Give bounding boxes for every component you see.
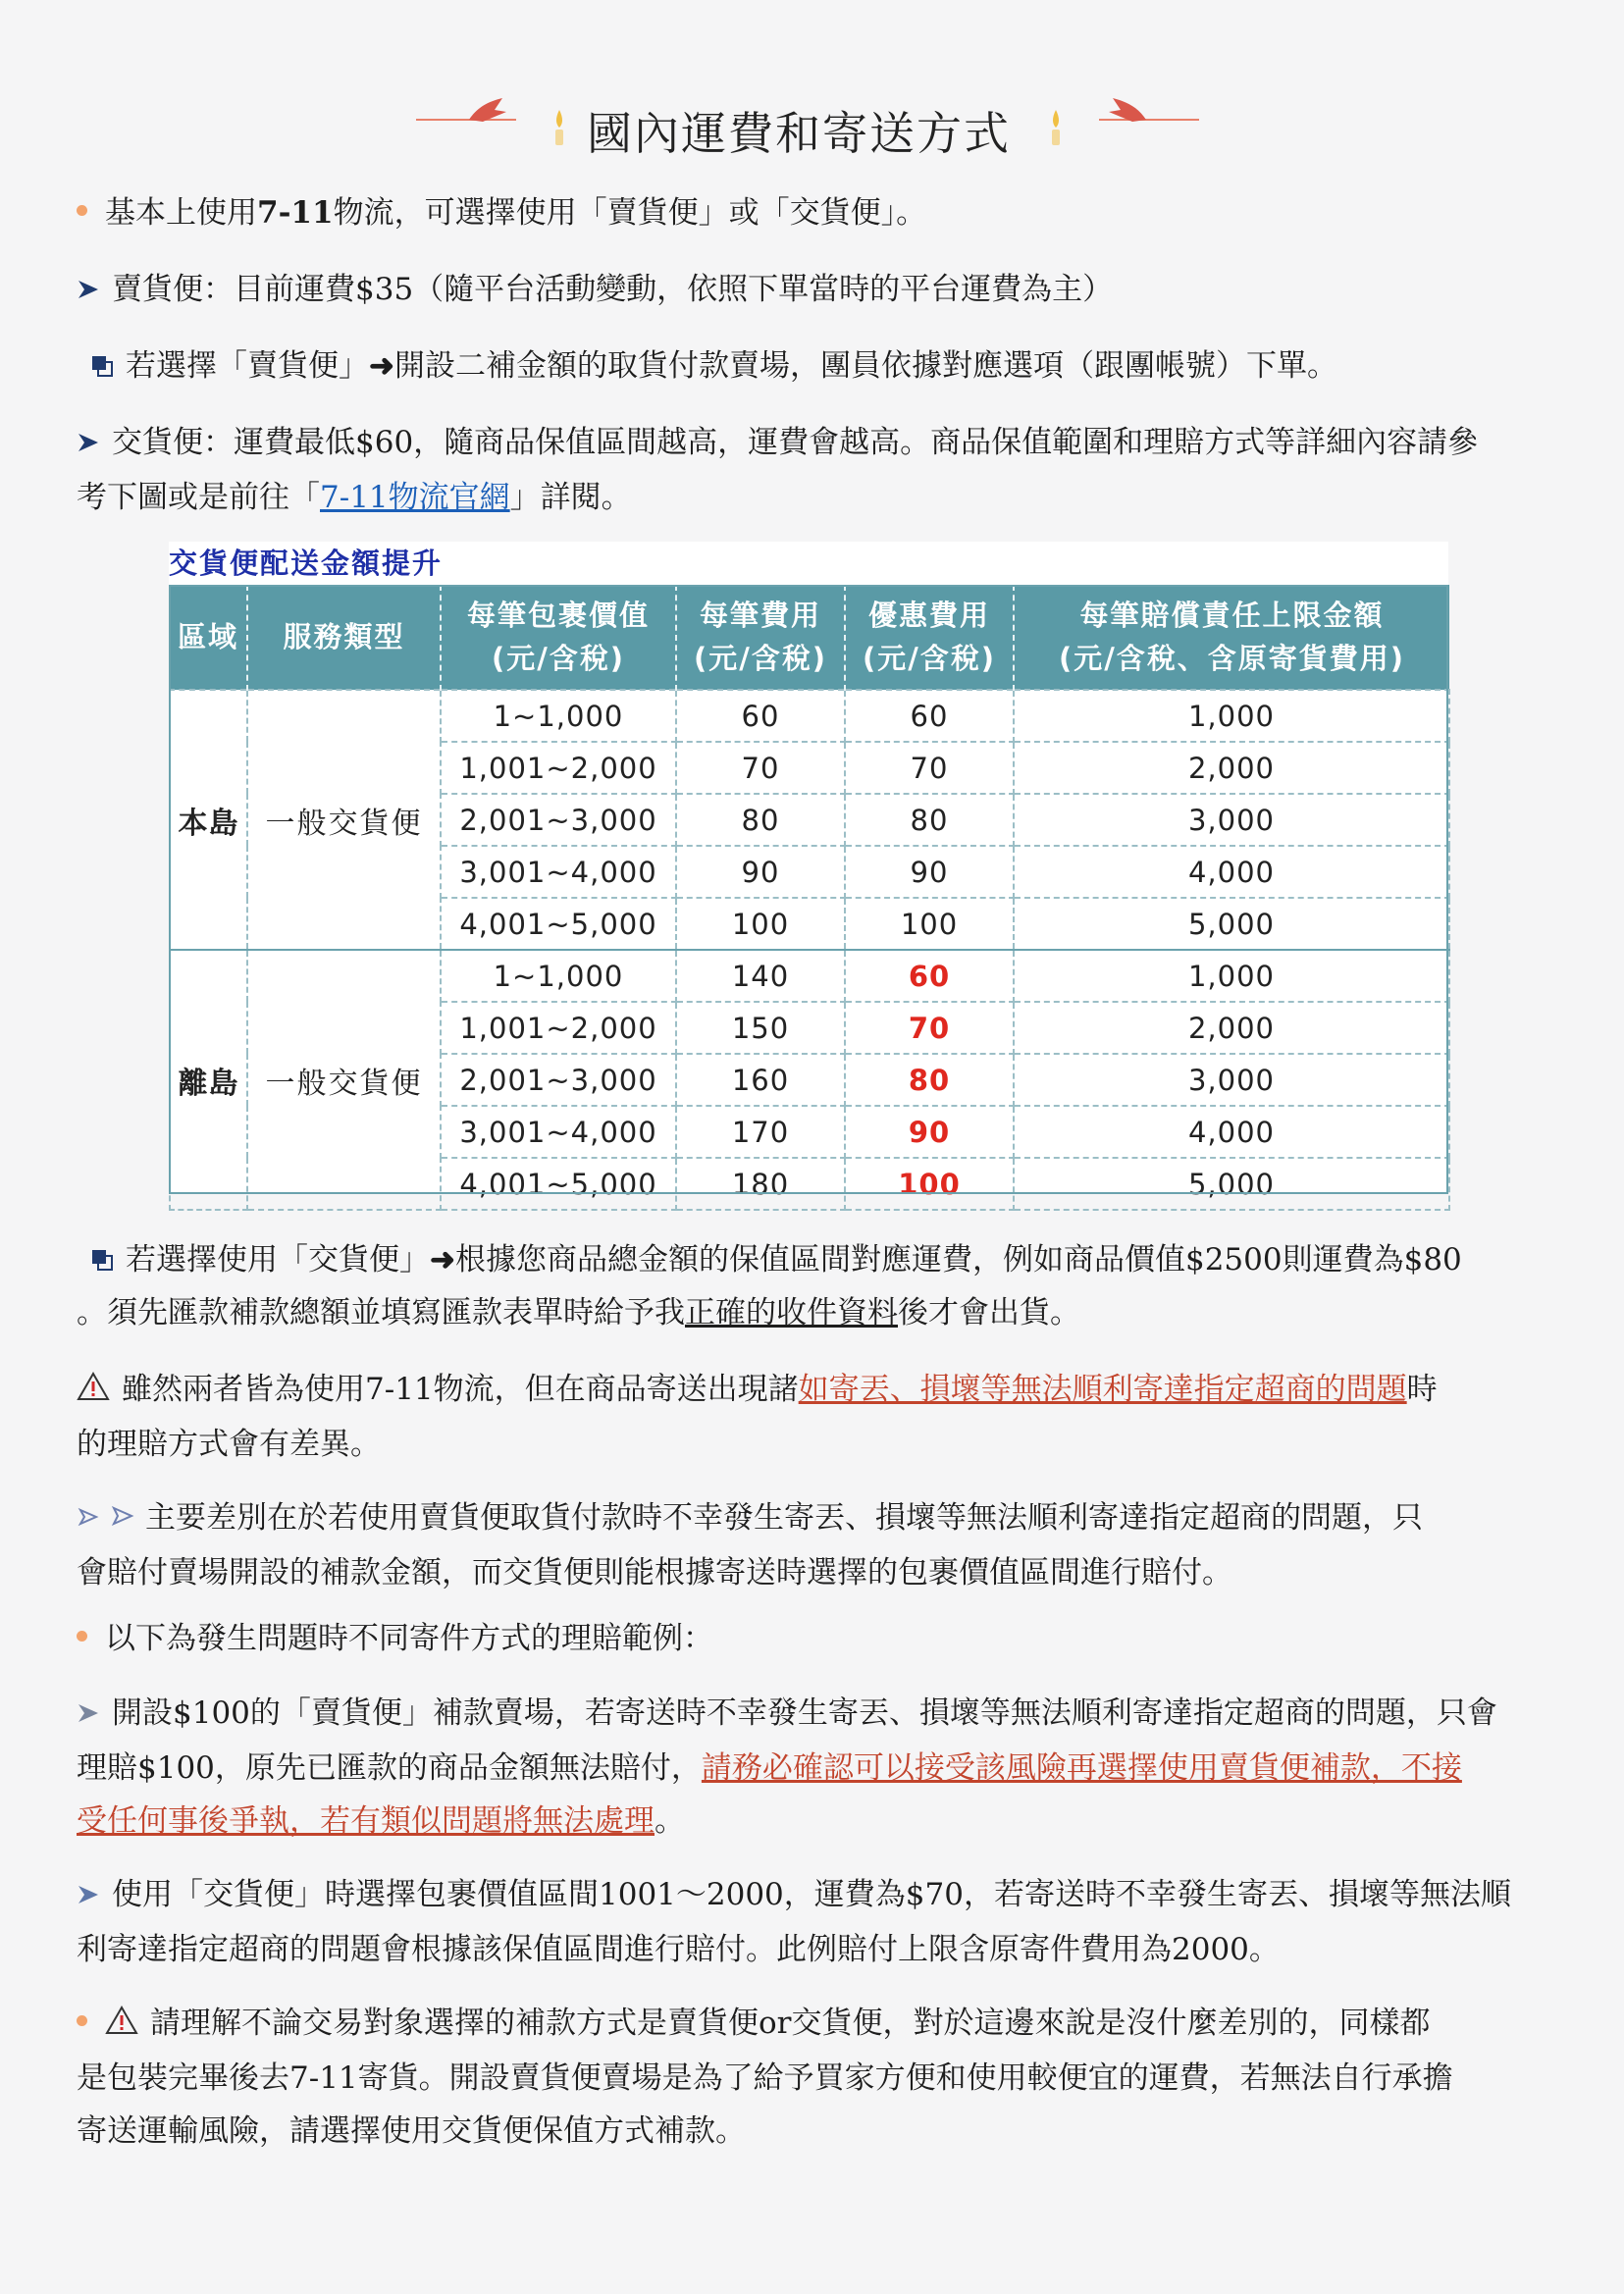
- p6-post: 時: [1406, 1372, 1438, 1407]
- p11-line3: 寄送運輸風險，請選擇使用交貨便保值方式補款。: [77, 2112, 746, 2149]
- paragraph-jiaohuobian-choice-line2: [77, 1286, 1539, 1339]
- title-row: [0, 90, 1624, 169]
- header-value-line1: 每筆包裹價值: [466, 599, 650, 632]
- cell-compensation: 1,000: [1014, 950, 1449, 1002]
- p4-line2-pre: 考下圖或是前往「: [77, 479, 320, 515]
- cell-value: 3,001~4,000: [441, 1106, 676, 1158]
- cell-fee: 80: [676, 794, 845, 846]
- header-fee-line1: 每筆費用: [699, 599, 821, 632]
- service-main: 一般交貨便: [247, 690, 441, 950]
- candle-right-icon: [1046, 106, 1066, 149]
- p10-line2: 利寄達指定超商的問題會根據該保值區間進行賠付。此例賠付上限含原寄件費用為2000。: [77, 1931, 1280, 1967]
- cell-value: 2,001~3,000: [441, 1054, 676, 1106]
- shipping-problem-highlight: 如寄丟、損壞等無法順利寄達指定超商的問題: [798, 1372, 1407, 1407]
- cell-discount: 70: [845, 742, 1014, 794]
- cell-fee: 60: [676, 690, 845, 742]
- arrow-right-icon: ➜: [430, 1242, 455, 1277]
- table-heading: 交貨便配送金額提升: [169, 547, 444, 580]
- paragraph-jiaohuobian-choice: [90, 1233, 1543, 1288]
- header-discount: [845, 585, 1014, 690]
- header-comp-line2: (元/含稅、含原寄貨費用): [1058, 642, 1406, 675]
- warning-icon: [77, 1365, 110, 1418]
- service-outer: 一般交貨便: [247, 950, 441, 1210]
- cell-discount: 80: [845, 794, 1014, 846]
- cell-value: 1,001~2,000: [441, 742, 676, 794]
- paragraph-example-jiaohuobian: [77, 1868, 1539, 1976]
- p3-pre: 若選擇「賣貨便」: [126, 348, 369, 384]
- cell-value: 1~1,000: [441, 690, 676, 742]
- arrow-bullet-icon: [77, 1689, 100, 1742]
- paragraph-main-difference: [77, 1491, 1539, 1599]
- fee-table: [169, 585, 1450, 1211]
- cell-fee: 140: [676, 950, 845, 1002]
- table-header-row: [170, 585, 1449, 690]
- cell-compensation: 4,000: [1014, 1106, 1449, 1158]
- p9-end: 。: [655, 1802, 685, 1839]
- cell-discount: 60: [845, 950, 1014, 1002]
- cell-discount: 70: [845, 1002, 1014, 1054]
- p4-line1: 交貨便：運費最低$60，隨商品保值區間越高，運費會越高。商品保值範圍和理賠方式等詳細內容請參: [112, 425, 1479, 460]
- cell-value: 4,001~5,000: [441, 1158, 676, 1210]
- header-fee: [676, 585, 845, 690]
- cell-discount: 90: [845, 1106, 1014, 1158]
- paragraph-closing-note: [77, 1997, 1539, 2158]
- bullet-dot-icon: [77, 205, 87, 216]
- header-discount-line2: (元/含稅): [862, 642, 997, 675]
- paragraph-basic: [77, 186, 1539, 239]
- arrow-bullet-icon: [77, 1870, 100, 1923]
- cell-fee: 70: [676, 742, 845, 794]
- p6-line2: 的理賠方式會有差異。: [77, 1426, 381, 1462]
- p4-line2-post: 」詳閱。: [509, 479, 632, 515]
- arrow-right-icon: ➜: [369, 348, 394, 384]
- p1-pre: 基本上使用: [105, 195, 257, 231]
- p5-pre: 若選擇使用「交貨便」: [126, 1242, 430, 1277]
- table-row: [170, 950, 1449, 1002]
- cell-discount: 100: [845, 898, 1014, 950]
- cell-compensation: 1,000: [1014, 690, 1449, 742]
- cell-value: 3,001~4,000: [441, 846, 676, 898]
- p10-line1: 使用「交貨便」時選擇包裹價值區間1001～2000，運費為$70，若寄送時不幸發生寄丟、損壞等無法順: [112, 1877, 1511, 1912]
- 711-official-link[interactable]: 7-11物流官網: [320, 479, 510, 515]
- p7-line2: 會賠付賣場開設的補款金額，而交貨便則能根據寄送時選擇的包裹價值區間進行賠付。: [77, 1554, 1232, 1590]
- cell-discount: 80: [845, 1054, 1014, 1106]
- cell-compensation: 2,000: [1014, 742, 1449, 794]
- cell-fee: 170: [676, 1106, 845, 1158]
- paragraph-examples-intro: [77, 1612, 1539, 1665]
- cell-compensation: 3,000: [1014, 1054, 1449, 1106]
- paragraph-example-maihuobian: [77, 1687, 1539, 1848]
- risk-warning-highlight-2: 受任何事後爭執，若有類似問題將無法處理: [77, 1802, 655, 1839]
- risk-warning-highlight-1: 請務必確認可以接受該風險再選擇使用賣貨便補款，不接: [701, 1749, 1462, 1786]
- p9-line2-pre: 理賠$100，原先已匯款的商品金額無法賠付，: [77, 1749, 702, 1786]
- cell-value: 2,001~3,000: [441, 794, 676, 846]
- table-row: [170, 690, 1449, 742]
- cell-fee: 160: [676, 1054, 845, 1106]
- paragraph-jiaohuobian: [77, 416, 1539, 524]
- cell-value: 4,001~5,000: [441, 898, 676, 950]
- header-value-line2: (元/含稅): [491, 642, 626, 675]
- bird-left-icon: [412, 90, 520, 139]
- cell-fee: 150: [676, 1002, 845, 1054]
- candle-left-icon: [550, 106, 569, 149]
- cell-compensation: 4,000: [1014, 846, 1449, 898]
- p11-line1: 請理解不論交易對象選擇的補款方式是賣貨便or交貨便，對於這邊來說是沒什麼差別的，同樣都: [150, 2006, 1431, 2041]
- bullet-dot-icon: [77, 2015, 87, 2026]
- p8-text: 以下為發生問題時不同寄件方式的理賠範例：: [105, 1621, 713, 1656]
- squares-bullet-icon: [90, 1235, 114, 1288]
- cell-fee: 180: [676, 1158, 845, 1210]
- bullet-dot-icon: [77, 1631, 87, 1642]
- cell-fee: 100: [676, 898, 845, 950]
- squares-bullet-icon: [90, 341, 114, 394]
- page-title: 國內運費和寄送方式: [587, 107, 1011, 160]
- cell-value: 1~1,000: [441, 950, 676, 1002]
- p9-line1: 開設$100的「賣貨便」補款賣場，若寄送時不幸發生寄丟、損壞等無法順利寄達指定超商的問題，只會: [112, 1695, 1497, 1731]
- region-outer: 離島: [170, 950, 247, 1210]
- p11-line2: 是包裝完畢後去7-11寄貨。開設賣貨便賣場是為了給予買家方便和使用較便宜的運費，若無法自行承擔: [77, 2059, 1453, 2096]
- cell-compensation: 5,000: [1014, 898, 1449, 950]
- paragraph-maihuobian: [77, 263, 1539, 318]
- p2-text: 賣貨便：目前運費$35（隨平台活動變動，依照下單當時的平台運費為主）: [112, 272, 1114, 307]
- header-fee-line2: (元/含稅): [693, 642, 828, 675]
- fee-table-image: [169, 542, 1448, 1201]
- header-discount-line1: 優惠費用: [867, 599, 990, 632]
- p6-pre: 雖然兩者皆為使用7-11物流，但在商品寄送出現諸: [122, 1372, 799, 1407]
- cell-value: 1,001~2,000: [441, 1002, 676, 1054]
- header-comp-line1: 每筆賠償責任上限金額: [1079, 599, 1385, 632]
- bird-right-icon: [1095, 90, 1203, 139]
- p7-line1: 主要差別在於若使用賣貨便取貨付款時不幸發生寄丟、損壞等無法順利寄達指定超商的問題，只: [145, 1500, 1423, 1536]
- cell-compensation: 5,000: [1014, 1158, 1449, 1210]
- p3-post: 開設二補金額的取貨付款賣場，團員依據對應選項（跟團帳號）下單。: [393, 348, 1337, 384]
- p1-bold: 7-11: [257, 195, 334, 231]
- header-service: 服務類型: [247, 585, 441, 690]
- p1-post: 物流，可選擇使用「賣貨便」或「交貨便」。: [333, 195, 927, 231]
- cell-fee: 90: [676, 846, 845, 898]
- cell-compensation: 3,000: [1014, 794, 1449, 846]
- p5-line2-pre: 。須先匯款補款總額並填寫匯款表單時給予我: [77, 1295, 685, 1330]
- p5-line2-post: 後才會出貨。: [898, 1295, 1080, 1330]
- arrow-bullet-icon: [77, 265, 100, 318]
- p5-mid: 根據您商品總金額的保值區間對應運費，例如商品價值$2500則運費為$80: [454, 1242, 1462, 1277]
- arrow-bullet-icon: [77, 418, 100, 471]
- cell-discount: 90: [845, 846, 1014, 898]
- header-compensation: [1014, 585, 1449, 690]
- paragraph-maihuobian-choice: [90, 339, 1552, 394]
- correct-recipient-info: 正確的收件資料: [685, 1295, 898, 1330]
- cell-discount: 60: [845, 690, 1014, 742]
- paragraph-difference-warning: [77, 1363, 1539, 1471]
- header-value: [441, 585, 676, 690]
- region-main: 本島: [170, 690, 247, 950]
- double-arrow-icon: [77, 1493, 137, 1546]
- header-region: 區域: [170, 585, 247, 690]
- cell-compensation: 2,000: [1014, 1002, 1449, 1054]
- cell-discount: 100: [845, 1158, 1014, 1210]
- warning-icon: [105, 1999, 138, 2052]
